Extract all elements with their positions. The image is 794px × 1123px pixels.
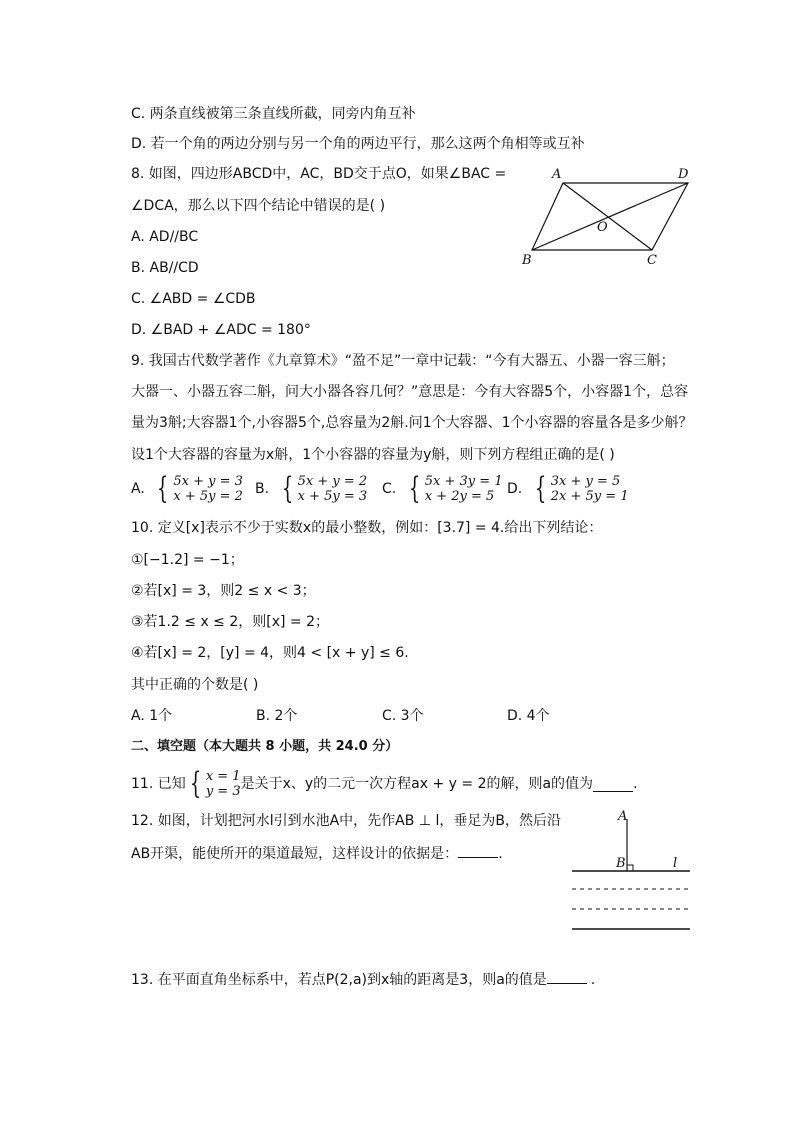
q11-equation-system	[186, 766, 241, 801]
equation-2: 2x + 5y = 1	[550, 489, 629, 504]
label-o: O	[597, 220, 608, 235]
q11-eq1: x = 1	[205, 769, 241, 784]
q9-line3: 量为3斛;大容器1个,小容器5个,总容量为2斛.问1个大容器、1个小容器的容量各是多少斛？	[131, 415, 693, 431]
q7-option-c: C. 两条直线被第三条直线所截，同旁内角互补	[131, 106, 416, 122]
q9-line1: 9. 我国古代数学著作《九章算术》“盈不足”一章中记载：“今有大器五、小器一容三斛；	[131, 353, 675, 369]
q11-text: 是关于x、y的二元一次方程ax + y = 2的解，则a的值为	[240, 776, 594, 792]
diagonal-ac	[563, 183, 652, 250]
q8-stem-line1: 8. 如图，四边形ABCD中，AC，BD交于点O，如果∠BAC =	[131, 166, 507, 182]
q11-prefix: 11. 已知	[131, 776, 186, 792]
q12-river-figure	[565, 805, 700, 935]
q10-statement-3: ③若1.2 ≤ x ≤ 2，则[x] = 2；	[131, 614, 330, 630]
q10-option-a: A. 1个	[131, 708, 173, 724]
option-label: B.	[255, 481, 270, 497]
q12-end: .	[498, 846, 503, 862]
equation-2: x + 2y = 5	[424, 489, 495, 504]
q10-statement-4: ④若[x] = 2，[y] = 4，则4 < [x + y] ≤ 6.	[131, 645, 409, 661]
q9-option-b	[255, 471, 368, 506]
equation-system	[405, 471, 503, 506]
q10-option-c: C. 3个	[382, 708, 424, 724]
q11-answer-blank[interactable]	[593, 777, 633, 792]
q10-stem: 10. 定义[x]表示不少于实数x的最小整数，例如：[3.7] = 4.给出下列结论：	[131, 520, 603, 536]
q8-stem-line2: ∠DCA，那么以下四个结论中错误的是( )	[131, 198, 386, 214]
q10-option-d: D. 4个	[507, 708, 550, 724]
q8-option-b: B. AB//CD	[131, 260, 199, 276]
diagonal-bd	[532, 183, 688, 250]
label-a: A	[552, 167, 562, 182]
q9-option-d	[507, 471, 629, 506]
equation-2: x + 5y = 3	[297, 489, 368, 504]
q8-parallelogram-figure	[515, 163, 705, 268]
equation-2: x + 5y = 2	[173, 489, 243, 504]
q12-answer-blank[interactable]	[458, 843, 498, 858]
label-b: B	[616, 856, 626, 871]
q11-eq2: y = 3	[205, 784, 241, 799]
option-label: C.	[382, 481, 397, 497]
q8-option-a: A. AD//BC	[131, 229, 199, 245]
q11-line	[131, 766, 638, 802]
q12-text: AB开渠，能使所开的渠道最短，这样设计的依据是：	[131, 846, 459, 862]
brace-icon: {	[281, 471, 293, 506]
section-heading-fill-in: 二、填空题（本大题共 8 小题，共 24.0 分）	[131, 739, 399, 754]
q9-line2: 大器一、小器五容二斛，问大小器各容几何？”意思是：今有大容器5个，小容器1个，总容	[131, 384, 689, 400]
equation-system	[153, 471, 243, 506]
label-l: l	[673, 856, 678, 871]
equation-1: 5x + y = 3	[173, 474, 243, 489]
q9-option-a	[131, 471, 243, 506]
brace-icon: {	[157, 471, 169, 506]
q9-option-c	[382, 471, 503, 506]
label-c: C	[647, 253, 657, 268]
q9-options-row	[131, 471, 651, 510]
label-d: D	[678, 167, 689, 182]
q10-statement-2: ②若[x] = 3，则2 ≤ x < 3；	[131, 583, 316, 599]
q12-line2	[131, 843, 503, 864]
option-label: D.	[507, 481, 523, 497]
q7-option-d: D. 若一个角的两边分别与另一个角的两边平行，那么这两个角相等或互补	[131, 136, 585, 152]
equation-system	[531, 471, 629, 506]
q8-option-d: D. ∠BAD + ∠ADC = 180°	[131, 322, 311, 338]
q13-line	[131, 969, 595, 990]
brace-icon: {	[408, 471, 420, 506]
q10-option-b: B. 2个	[256, 708, 298, 724]
equation-1: 5x + 3y = 1	[424, 474, 503, 489]
equation-1: 3x + y = 5	[550, 474, 621, 489]
equation-1: 5x + y = 2	[297, 474, 368, 489]
label-b: B	[522, 253, 532, 268]
right-angle-mark	[627, 865, 633, 871]
label-a: A	[618, 809, 628, 824]
q12-line1: 12. 如图，计划把河水l引到水池A中，先作AB ⊥ l，垂足为B，然后沿	[131, 813, 561, 829]
option-label: A.	[131, 481, 145, 497]
q8-option-c: C. ∠ABD = ∠CDB	[131, 291, 256, 307]
q10-statement-1: ①[−1.2] = −1；	[131, 552, 244, 568]
q13-text: 13. 在平面直角坐标系中，若点P(2,a)到x轴的距离是3，则a的值是	[131, 972, 547, 988]
brace-icon: {	[534, 471, 546, 506]
brace-icon: {	[189, 766, 201, 801]
q10-options-row	[131, 706, 651, 726]
q13-answer-blank[interactable]	[547, 969, 587, 984]
q11-end: .	[633, 776, 638, 792]
equation-system	[278, 471, 368, 506]
q10-question: 其中正确的个数是( )	[131, 677, 259, 693]
q9-line4: 设1个大容器的容量为x斛，1个小容器的容量为y斛，则下列方程组正确的是( )	[131, 447, 615, 463]
q13-end: .	[590, 972, 596, 988]
